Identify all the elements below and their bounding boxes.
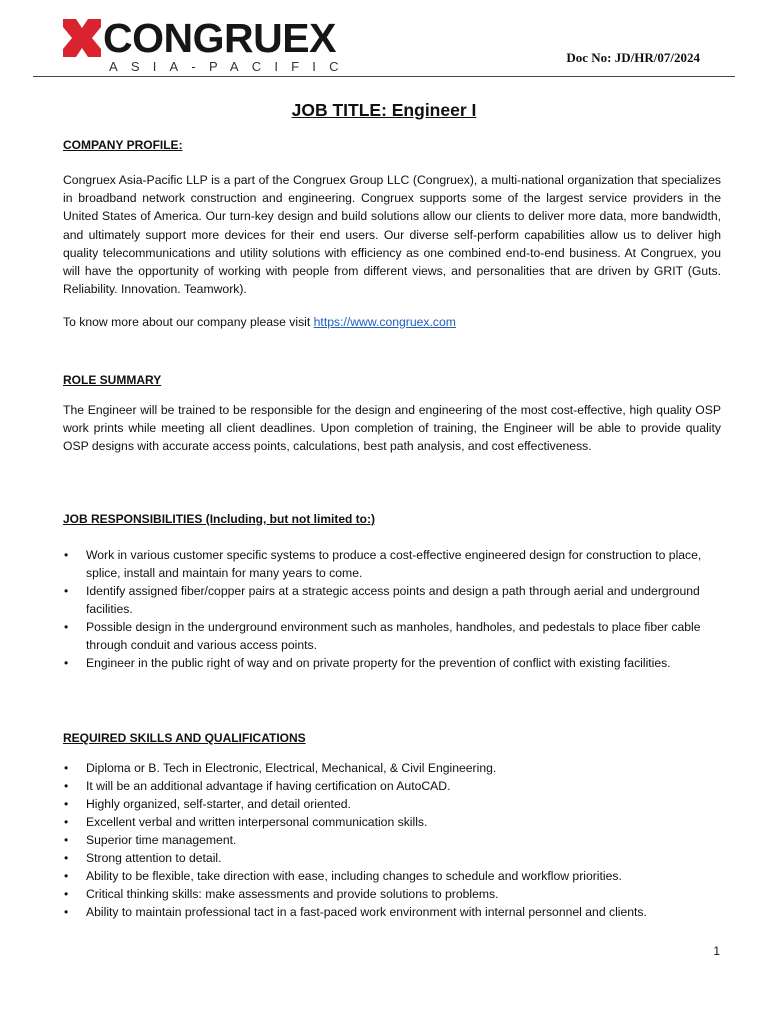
page-number: 1 [713,944,720,958]
qualifications-list [63,759,721,921]
responsibilities-list [63,546,721,672]
header-divider [33,76,735,77]
congruex-x-icon [63,19,101,57]
company-visit-line [63,313,721,331]
list-item: • Possible design in the underground environment such as manholes, handholes, and pedestals to place fiber cable through conduit and various access points. [63,618,721,654]
list-item: • Superior time management. [63,831,721,849]
list-item: • Ability to maintain professional tact in a fast-paced work environment with internal personnel and clients. [63,903,721,921]
logo-wordmark: CONGRUEX [103,15,336,61]
document-number: Doc No: JD/HR/07/2024 [566,50,700,65]
logo-subtext: ASIA-PACIFIC [109,59,352,74]
responsibilities-heading: JOB RESPONSIBILITIES (Including, but not limited to:) [63,512,375,526]
company-profile-body: Congruex Asia-Pacific LLP is a part of the Congruex Group LLC (Congruex), a multi-national organization that specializes in broadband network construction and engineering. Congruex supports some of the largest service providers in the United States of America. Our turn-key design and build solutions allow our clients to deliver more data, more bandwidth, and ultimately support more devices for their end users. Our diverse self-perform capabilities allow us to deliver high quality telecommunications and utility solutions with efficiency as one combined end-to-end business. At Congruex, you will have the opportunity of working with people from different views, and personalities that are driven by GRIT (Guts. Reliability. Innovation. Teamwork). [63,173,721,297]
list-item: • Excellent verbal and written interpersonal communication skills. [63,813,721,831]
list-item: • Identify assigned fiber/copper pairs at a strategic access points and design a path through aerial and underground facilities. [63,582,721,618]
list-item: • Engineer in the public right of way and on private property for the prevention of conflict with existing facilities. [63,654,721,672]
list-item: • Strong attention to detail. [63,849,721,867]
visit-text: To know more about our company please visit [63,315,314,329]
company-profile-heading: COMPANY PROFILE: [63,138,183,152]
list-item: • Work in various customer specific systems to produce a cost-effective engineered design for construction to place, splice, install and maintain for many years to come. [63,546,721,582]
list-item: • Highly organized, self-starter, and detail oriented. [63,795,721,813]
list-item: • Critical thinking skills: make assessments and provide solutions to problems. [63,885,721,903]
company-website-link[interactable]: https://www.congruex.com [313,315,456,329]
list-item: • Ability to be flexible, take direction with ease, including changes to schedule and workflow priorities. [63,867,721,885]
role-summary-heading: ROLE SUMMARY [63,373,162,387]
role-summary-body: The Engineer will be trained to be responsible for the design and engineering of the most cost-effective, high quality OSP work prints while meeting all client deadlines. Upon completion of training, the Engineer will be able to provide quality OSP designs with accurate access points, calculations, best path analysis, and cost effectiveness. [63,403,721,454]
company-logo [63,16,363,76]
qualifications-heading: REQUIRED SKILLS AND QUALIFICATIONS [63,731,306,745]
list-item: • It will be an additional advantage if having certification on AutoCAD. [63,777,721,795]
job-title: JOB TITLE: Engineer I [291,100,477,120]
list-item: • Diploma or B. Tech in Electronic, Electrical, Mechanical, & Civil Engineering. [63,759,721,777]
